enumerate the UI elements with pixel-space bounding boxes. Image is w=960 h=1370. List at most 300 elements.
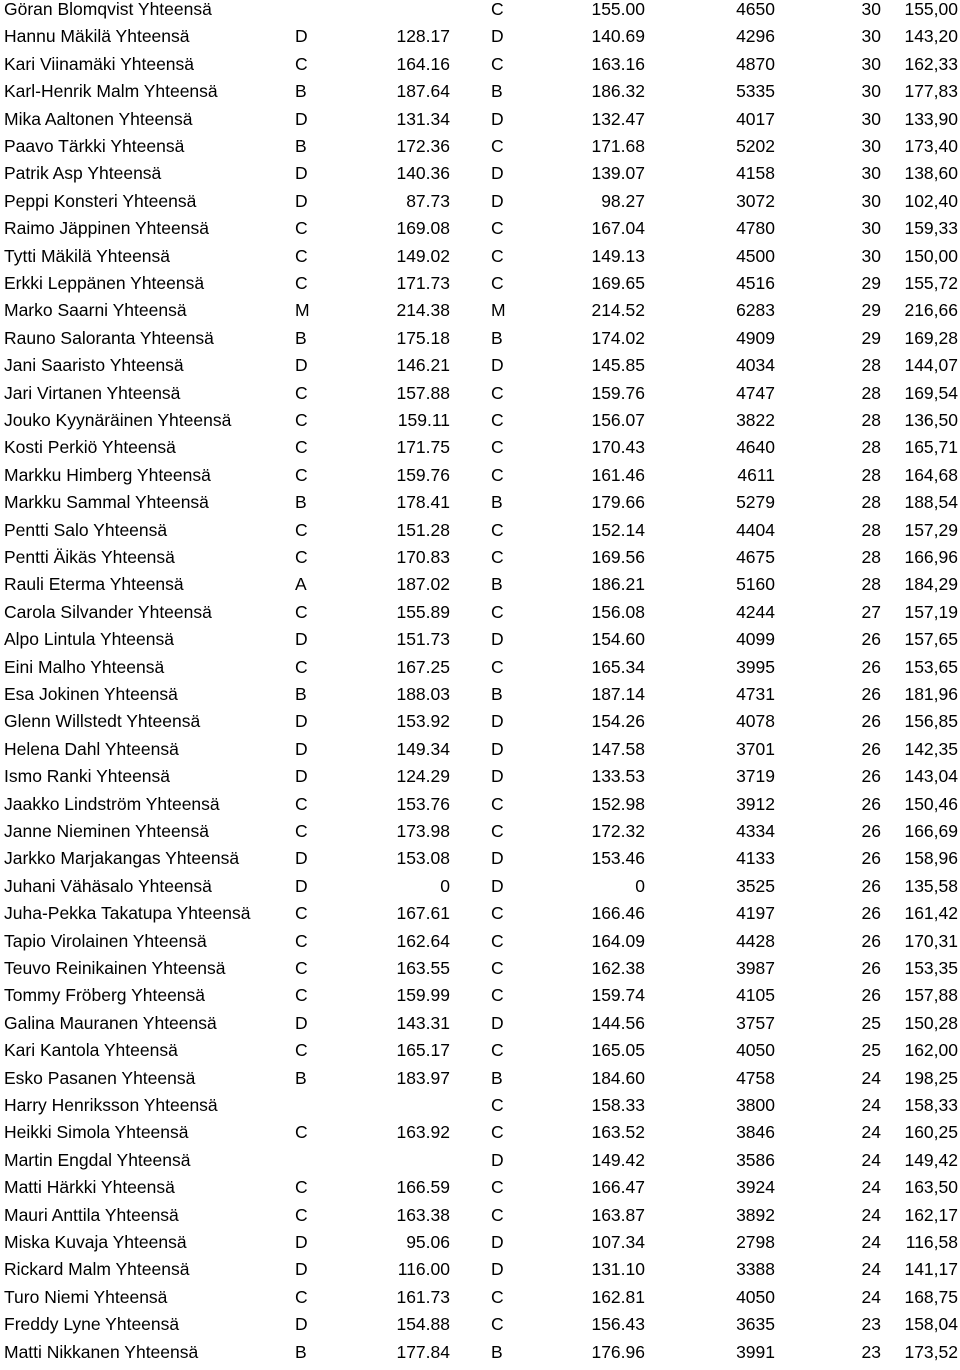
table-row <box>0 356 960 383</box>
class-previous: C <box>295 245 308 266</box>
total-pins: 4640 <box>736 437 775 458</box>
game-count: 26 <box>861 793 881 814</box>
player-name: Juha-Pekka Takatupa Yhteensä <box>4 903 251 924</box>
game-count: 25 <box>861 1012 881 1033</box>
average: 165,71 <box>904 437 958 458</box>
value-previous: 163.38 <box>396 1204 450 1225</box>
player-name: Freddy Lyne Yhteensä <box>4 1314 180 1335</box>
player-name: Mauri Anttila Yhteensä <box>4 1204 179 1225</box>
class-current: D <box>491 1232 504 1252</box>
class-current: C <box>491 1095 504 1115</box>
game-count: 30 <box>861 245 881 266</box>
value-previous: 159.11 <box>397 410 450 430</box>
player-name: Markku Himberg Yhteensä <box>4 464 211 485</box>
class-current: B <box>491 1067 503 1088</box>
player-name: Paavo Tärkki Yhteensä <box>4 136 185 156</box>
game-count: 28 <box>861 382 881 403</box>
value-current: 154.60 <box>591 629 645 650</box>
total-pins: 5335 <box>736 81 775 102</box>
value-previous: 159.76 <box>396 464 450 485</box>
class-current: D <box>491 355 504 376</box>
value-previous: 154.88 <box>396 1314 450 1335</box>
class-previous: C <box>295 410 308 430</box>
game-count: 26 <box>861 821 881 841</box>
game-count: 30 <box>861 81 881 102</box>
player-name: Jani Saaristo Yhteensä <box>4 355 184 376</box>
value-previous: 164.16 <box>396 53 450 74</box>
class-previous: C <box>295 601 308 622</box>
total-pins: 4034 <box>736 355 775 376</box>
table-row <box>0 521 960 548</box>
total-pins: 4909 <box>736 327 775 348</box>
player-name: Ismo Ranki Yhteensä <box>4 766 171 787</box>
game-count: 24 <box>861 1232 881 1252</box>
total-pins: 3822 <box>736 410 775 430</box>
table-row <box>0 55 960 82</box>
average: 158,33 <box>904 1095 958 1115</box>
game-count: 27 <box>861 601 881 622</box>
table-row <box>0 1233 960 1260</box>
average: 162,17 <box>904 1204 958 1225</box>
class-previous: B <box>295 1067 307 1088</box>
average: 161,42 <box>904 903 958 924</box>
class-current: C <box>491 903 504 924</box>
total-pins: 3991 <box>736 1341 775 1362</box>
player-name: Pentti Salo Yhteensä <box>4 519 168 540</box>
value-current: 165.05 <box>591 1040 645 1061</box>
value-current: 144.56 <box>591 1012 645 1033</box>
table-row <box>0 685 960 712</box>
class-previous: B <box>295 81 307 102</box>
value-previous: 155.89 <box>396 601 450 622</box>
average: 142,35 <box>904 738 958 759</box>
class-current: C <box>491 1286 504 1307</box>
value-current: 154.26 <box>591 711 645 732</box>
class-current: C <box>491 218 504 239</box>
value-previous: 140.36 <box>396 163 450 184</box>
class-previous: D <box>295 163 308 184</box>
class-current: B <box>491 1341 503 1362</box>
value-current: 131.10 <box>591 1259 645 1280</box>
class-current: D <box>491 711 504 732</box>
class-previous: C <box>295 519 308 540</box>
class-previous: C <box>295 437 308 458</box>
player-name: Jouko Kyynäräinen Yhteensä <box>4 410 232 430</box>
class-previous: B <box>295 327 307 348</box>
average: 155,00 <box>904 0 958 19</box>
average: 150,46 <box>904 793 958 814</box>
average: 143,20 <box>904 26 958 47</box>
class-current: D <box>491 1012 504 1033</box>
game-count: 30 <box>861 218 881 239</box>
value-current: 165.34 <box>591 656 645 677</box>
table-row <box>0 1206 960 1233</box>
value-current: 0 <box>635 875 645 896</box>
table-row <box>0 1260 960 1287</box>
value-previous: 214.38 <box>396 300 450 321</box>
value-previous: 153.92 <box>396 711 450 732</box>
class-current: D <box>491 26 504 47</box>
table-row <box>0 1343 960 1370</box>
total-pins: 3635 <box>736 1314 775 1335</box>
total-pins: 3987 <box>736 958 775 978</box>
game-count: 29 <box>861 273 881 293</box>
value-current: 169.56 <box>591 547 645 567</box>
class-current: C <box>491 656 504 677</box>
class-previous: C <box>295 985 308 1006</box>
class-current: C <box>491 136 504 156</box>
game-count: 24 <box>861 1259 881 1280</box>
class-previous: C <box>295 656 308 677</box>
class-current: B <box>491 574 503 595</box>
class-current: M <box>491 300 506 321</box>
total-pins: 3525 <box>736 875 775 896</box>
value-current: 152.14 <box>591 519 645 540</box>
value-current: 184.60 <box>591 1067 645 1088</box>
game-count: 30 <box>861 53 881 74</box>
game-count: 28 <box>861 574 881 595</box>
class-current: B <box>491 684 503 704</box>
class-previous: D <box>295 848 308 869</box>
class-previous: C <box>295 1204 308 1225</box>
class-previous: C <box>295 1286 308 1307</box>
value-current: 166.46 <box>591 903 645 924</box>
value-current: 164.09 <box>591 930 645 951</box>
class-current: D <box>491 163 504 184</box>
game-count: 26 <box>861 766 881 787</box>
player-name: Heikki Simola Yhteensä <box>4 1122 189 1143</box>
total-pins: 4780 <box>736 218 775 239</box>
class-previous: B <box>295 492 307 513</box>
value-previous: 128.17 <box>396 26 450 47</box>
total-pins: 4404 <box>736 519 775 540</box>
value-previous: 187.02 <box>396 574 450 595</box>
class-previous: D <box>295 629 308 650</box>
total-pins: 3757 <box>736 1012 775 1033</box>
value-previous: 177.84 <box>396 1341 450 1362</box>
value-previous: 166.59 <box>396 1177 450 1198</box>
total-pins: 3846 <box>736 1122 775 1143</box>
player-name: Raimo Jäppinen Yhteensä <box>4 218 209 239</box>
player-name: Patrik Asp Yhteensä <box>4 163 162 184</box>
total-pins: 4428 <box>736 930 775 951</box>
table-row <box>0 1123 960 1150</box>
table-row <box>0 0 960 27</box>
total-pins: 4197 <box>736 903 775 924</box>
value-current: 170.43 <box>591 437 645 458</box>
class-previous: C <box>295 1177 308 1198</box>
table-row <box>0 164 960 191</box>
average: 153,65 <box>904 656 958 677</box>
table-row <box>0 795 960 822</box>
class-previous: D <box>295 355 308 376</box>
class-current: C <box>491 1040 504 1061</box>
value-current: 132.47 <box>591 108 645 129</box>
class-current: D <box>491 190 504 211</box>
class-previous: M <box>295 300 310 321</box>
game-count: 24 <box>861 1204 881 1225</box>
table-row <box>0 959 960 986</box>
total-pins: 4158 <box>736 163 775 184</box>
class-current: C <box>491 958 504 978</box>
average: 157,88 <box>904 985 958 1006</box>
value-previous: 187.64 <box>396 81 450 102</box>
value-current: 133.53 <box>591 766 645 787</box>
class-current: C <box>491 464 504 485</box>
table-row <box>0 548 960 575</box>
value-previous: 167.25 <box>396 656 450 677</box>
game-count: 24 <box>861 1095 881 1115</box>
value-current: 172.32 <box>591 821 645 841</box>
total-pins: 4731 <box>736 684 775 704</box>
table-row <box>0 438 960 465</box>
value-current: 156.43 <box>591 1314 645 1335</box>
average: 138,60 <box>904 163 958 184</box>
player-name: Miska Kuvaja Yhteensä <box>4 1232 187 1252</box>
value-current: 162.38 <box>591 958 645 978</box>
game-count: 30 <box>861 190 881 211</box>
total-pins: 3701 <box>736 738 775 759</box>
total-pins: 4334 <box>736 821 775 841</box>
value-current: 149.13 <box>591 245 645 266</box>
game-count: 23 <box>861 1341 881 1362</box>
player-name: Erkki Leppänen Yhteensä <box>4 273 205 293</box>
average: 136,50 <box>904 410 958 430</box>
game-count: 24 <box>861 1149 881 1170</box>
table-row <box>0 384 960 411</box>
total-pins: 4747 <box>736 382 775 403</box>
average: 157,29 <box>904 519 958 540</box>
value-current: 149.42 <box>591 1149 645 1170</box>
class-previous: D <box>295 875 308 896</box>
table-row <box>0 27 960 54</box>
player-name: Matti Härkki Yhteensä <box>4 1177 175 1198</box>
value-previous: 167.61 <box>396 903 450 924</box>
game-count: 30 <box>861 136 881 156</box>
total-pins: 4758 <box>736 1067 775 1088</box>
total-pins: 4500 <box>736 245 775 266</box>
value-current: 214.52 <box>591 300 645 321</box>
total-pins: 5202 <box>736 136 775 156</box>
table-row <box>0 466 960 493</box>
class-current: D <box>491 766 504 787</box>
player-name: Esa Jokinen Yhteensä <box>4 684 178 704</box>
class-previous: D <box>295 1012 308 1033</box>
average: 169,28 <box>904 327 958 348</box>
average: 216,66 <box>904 300 958 321</box>
game-count: 24 <box>861 1286 881 1307</box>
average: 149,42 <box>904 1149 958 1170</box>
class-current: C <box>491 410 504 430</box>
player-name: Karl-Henrik Malm Yhteensä <box>4 81 218 102</box>
value-current: 139.07 <box>591 163 645 184</box>
class-previous: D <box>295 738 308 759</box>
class-previous: C <box>295 382 308 403</box>
value-previous: 175.18 <box>396 327 450 348</box>
total-pins: 3388 <box>736 1259 775 1280</box>
table-row <box>0 1041 960 1068</box>
game-count: 24 <box>861 1067 881 1088</box>
value-previous: 163.92 <box>396 1122 450 1143</box>
player-name: Peppi Konsteri Yhteensä <box>4 190 197 211</box>
class-current: D <box>491 108 504 129</box>
game-count: 28 <box>861 547 881 567</box>
value-previous: 95.06 <box>406 1232 450 1252</box>
class-current: C <box>491 0 504 19</box>
average: 173,52 <box>904 1341 958 1362</box>
total-pins: 4296 <box>736 26 775 47</box>
table-row <box>0 1315 960 1342</box>
average: 181,96 <box>904 684 958 704</box>
total-pins: 4078 <box>736 711 775 732</box>
class-current: D <box>491 629 504 650</box>
value-previous: 131.34 <box>396 108 450 129</box>
table-row <box>0 82 960 109</box>
class-current: D <box>491 1149 504 1170</box>
total-pins: 3800 <box>736 1095 775 1115</box>
average: 102,40 <box>904 190 958 211</box>
class-previous: C <box>295 1122 308 1143</box>
table-row <box>0 1096 960 1123</box>
average: 155,72 <box>904 273 958 293</box>
value-current: 145.85 <box>591 355 645 376</box>
value-current: 163.87 <box>591 1204 645 1225</box>
player-name: Jaakko Lindström Yhteensä <box>4 793 220 814</box>
value-previous: 151.28 <box>396 519 450 540</box>
value-previous: 124.29 <box>396 766 450 787</box>
player-name: Juhani Vähäsalo Yhteensä <box>4 875 212 896</box>
value-current: 163.52 <box>591 1122 645 1143</box>
value-previous: 153.08 <box>396 848 450 869</box>
player-name: Glenn Willstedt Yhteensä <box>4 711 201 732</box>
total-pins: 5279 <box>736 492 775 513</box>
table-row <box>0 932 960 959</box>
class-current: C <box>491 547 504 567</box>
class-current: C <box>491 985 504 1006</box>
table-row <box>0 110 960 137</box>
table-row <box>0 630 960 657</box>
game-count: 26 <box>861 903 881 924</box>
class-previous: C <box>295 903 308 924</box>
total-pins: 4050 <box>736 1286 775 1307</box>
class-current: C <box>491 382 504 403</box>
total-pins: 4650 <box>736 0 775 19</box>
table-row <box>0 329 960 356</box>
game-count: 28 <box>861 410 881 430</box>
value-current: 98.27 <box>601 190 645 211</box>
average: 143,04 <box>904 766 958 787</box>
class-current: C <box>491 930 504 951</box>
total-pins: 3072 <box>736 190 775 211</box>
player-name: Rickard Malm Yhteensä <box>4 1259 190 1280</box>
average: 116,58 <box>905 1232 958 1252</box>
average: 166,96 <box>904 547 958 567</box>
player-name: Harry Henriksson Yhteensä <box>4 1095 218 1115</box>
class-previous: C <box>295 547 308 567</box>
player-name: Göran Blomqvist Yhteensä <box>4 0 212 19</box>
total-pins: 6283 <box>736 300 775 321</box>
average: 133,90 <box>904 108 958 129</box>
total-pins: 4105 <box>736 985 775 1006</box>
value-previous: 149.02 <box>396 245 450 266</box>
game-count: 26 <box>861 848 881 869</box>
value-current: 167.04 <box>591 218 645 239</box>
average: 150,28 <box>904 1012 958 1033</box>
game-count: 24 <box>861 1122 881 1143</box>
value-previous: 153.76 <box>396 793 450 814</box>
class-current: C <box>491 601 504 622</box>
total-pins: 4050 <box>736 1040 775 1061</box>
class-previous: D <box>295 711 308 732</box>
player-name: Eini Malho Yhteensä <box>4 656 165 677</box>
value-current: 166.47 <box>591 1177 645 1198</box>
value-current: 158.33 <box>591 1095 645 1115</box>
table-row <box>0 712 960 739</box>
player-name: Carola Silvander Yhteensä <box>4 601 212 622</box>
value-previous: 87.73 <box>406 190 450 211</box>
total-pins: 3995 <box>736 656 775 677</box>
class-current: C <box>491 273 504 293</box>
value-current: 161.46 <box>591 464 645 485</box>
value-current: 179.66 <box>591 492 645 513</box>
total-pins: 3912 <box>736 793 775 814</box>
total-pins: 3586 <box>736 1149 775 1170</box>
value-previous: 116.00 <box>397 1259 450 1280</box>
game-count: 26 <box>861 958 881 978</box>
total-pins: 4675 <box>736 547 775 567</box>
player-name: Rauno Saloranta Yhteensä <box>4 327 214 348</box>
player-name: Matti Nikkanen Yhteensä <box>4 1341 199 1362</box>
table-row <box>0 877 960 904</box>
game-count: 26 <box>861 629 881 650</box>
average: 166,69 <box>904 821 958 841</box>
table-row <box>0 247 960 274</box>
class-previous: C <box>295 958 308 978</box>
game-count: 29 <box>861 327 881 348</box>
game-count: 26 <box>861 738 881 759</box>
value-previous: 183.97 <box>396 1067 450 1088</box>
average: 159,33 <box>904 218 958 239</box>
total-pins: 4099 <box>736 629 775 650</box>
value-current: 156.07 <box>591 410 645 430</box>
player-name: Martin Engdal Yhteensä <box>4 1149 191 1170</box>
class-current: C <box>491 245 504 266</box>
game-count: 23 <box>861 1314 881 1335</box>
class-current: C <box>491 1122 504 1143</box>
value-previous: 172.36 <box>396 136 450 156</box>
value-current: 171.68 <box>591 136 645 156</box>
game-count: 28 <box>861 519 881 540</box>
player-name: Janne Nieminen Yhteensä <box>4 821 209 841</box>
class-previous: C <box>295 1040 308 1061</box>
class-previous: B <box>295 684 307 704</box>
value-current: 174.02 <box>591 327 645 348</box>
player-name: Teuvo Reinikainen Yhteensä <box>4 958 226 978</box>
total-pins: 4017 <box>736 108 775 129</box>
class-current: D <box>491 1259 504 1280</box>
total-pins: 2798 <box>736 1232 775 1252</box>
average: 162,33 <box>904 53 958 74</box>
player-name: Tytti Mäkilä Yhteensä <box>4 245 171 266</box>
game-count: 28 <box>861 492 881 513</box>
table-row <box>0 658 960 685</box>
table-row <box>0 849 960 876</box>
player-name: Tommy Fröberg Yhteensä <box>4 985 206 1006</box>
game-count: 26 <box>861 656 881 677</box>
class-current: C <box>491 53 504 74</box>
total-pins: 5160 <box>736 574 775 595</box>
player-name: Jarkko Marjakangas Yhteensä <box>4 848 240 869</box>
